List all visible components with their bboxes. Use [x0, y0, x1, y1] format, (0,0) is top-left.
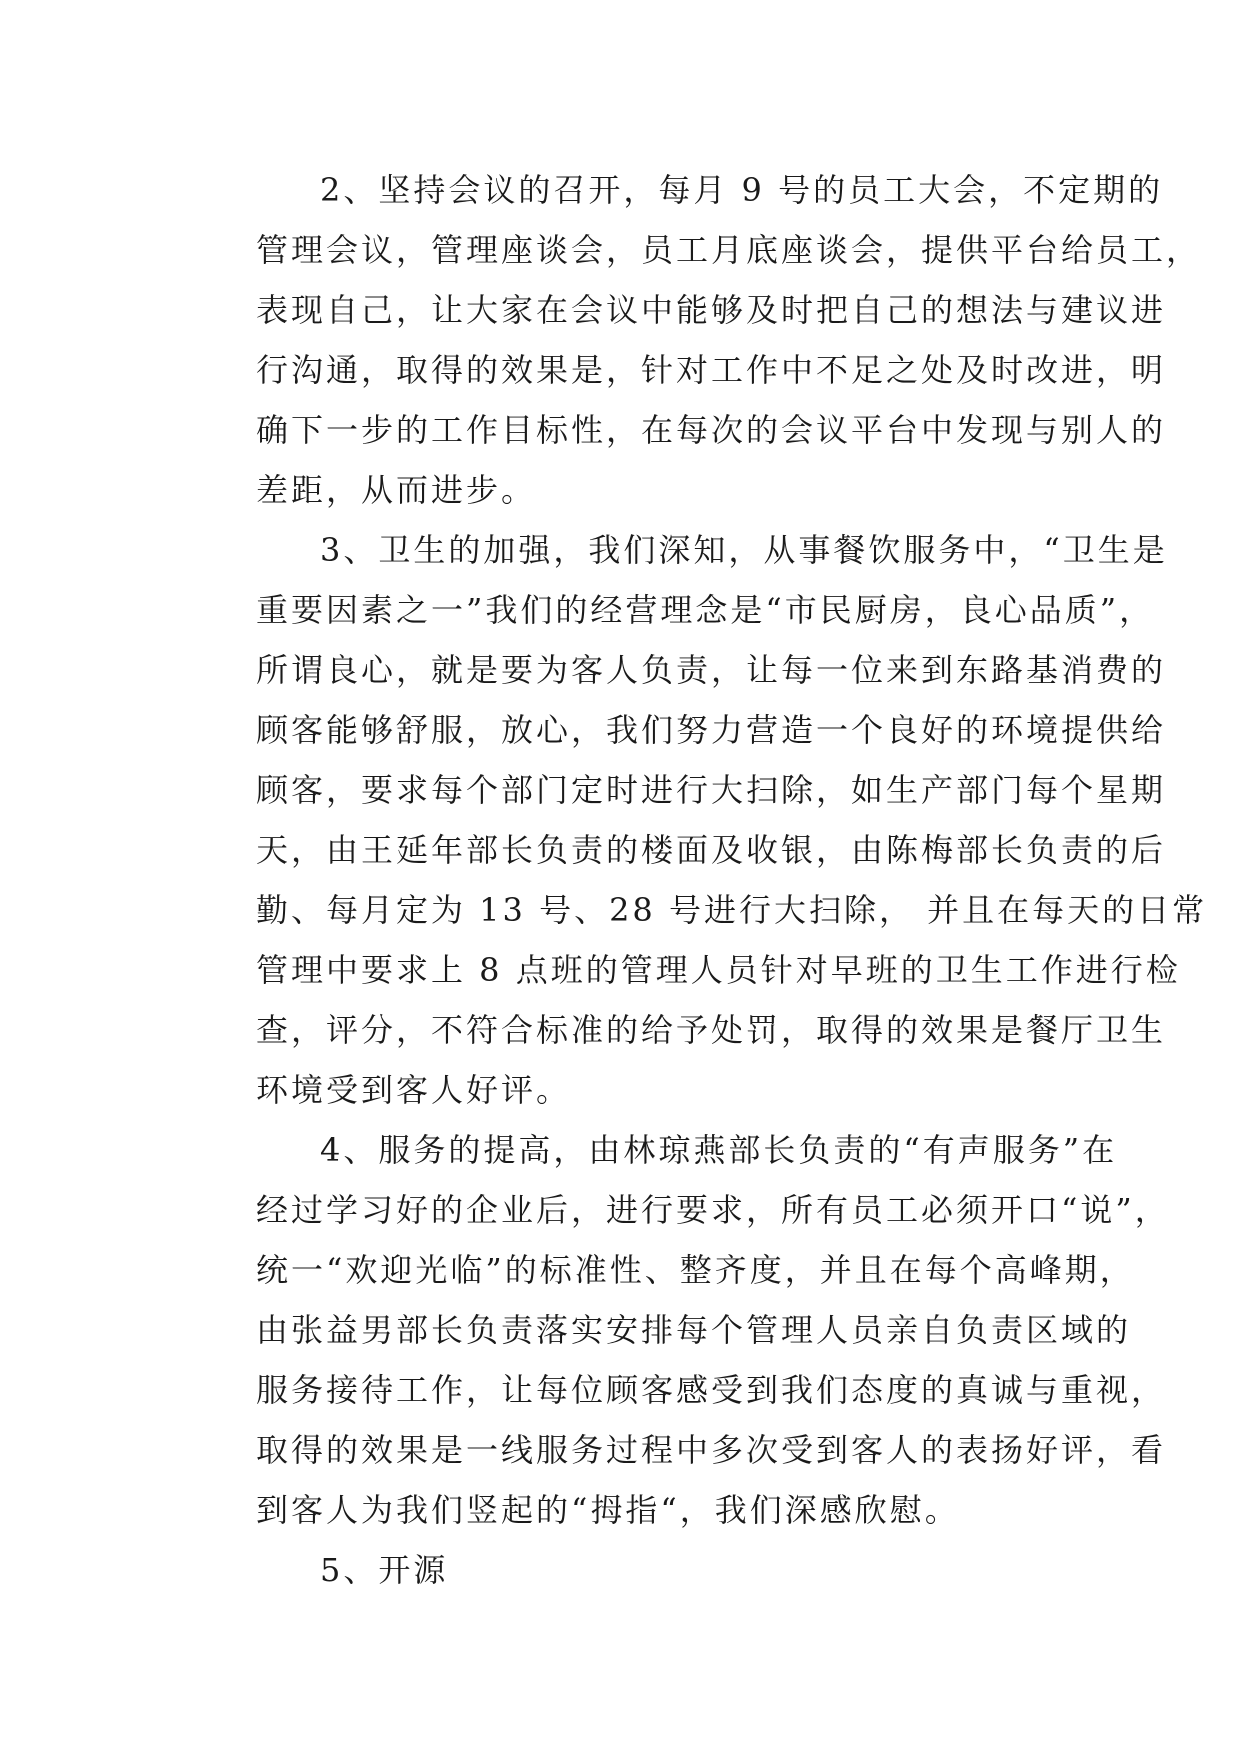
text-line: 天，由王延年部长负责的楼面及收银，由陈梅部长负责的后 — [256, 831, 1167, 869]
text-line: 表现自己，让大家在会议中能够及时把自己的想法与建议进 — [256, 291, 1167, 329]
text-line: 重要因素之一”我们的经营理念是“市民厨房，良心品质”， — [256, 591, 1155, 629]
paragraph-open-source — [192, 1540, 1052, 1600]
text-line: 经过学习好的企业后，进行要求，所有员工必须开口“说”， — [256, 1191, 1170, 1229]
text-line: 管理会议，管理座谈会，员工月底座谈会，提供平台给员工， — [256, 231, 1202, 269]
section-heading: 5、开源 — [320, 1551, 449, 1589]
text-line: 确下一步的工作目标性，在每次的会议平台中发现与别人的 — [256, 411, 1167, 449]
text-line: 3、卫生的加强，我们深知，从事餐饮服务中，“卫生是 — [320, 531, 1168, 569]
paragraph-hygiene — [192, 520, 1208, 1120]
text-line: 4、服务的提高，由林琼燕部长负责的“有声服务”在 — [320, 1131, 1118, 1169]
text-line: 统一“欢迎光临”的标准性、整齐度，并且在每个高峰期， — [256, 1251, 1135, 1289]
text-line: 2、坚持会议的召开，每月 9 号的员工大会，不定期的 — [320, 171, 1164, 209]
paragraph-service — [192, 1120, 1170, 1540]
text-line: 顾客，要求每个部门定时进行大扫除，如生产部门每个星期 — [256, 771, 1167, 809]
text-line: 所谓良心，就是要为客人负责，让每一位来到东路基消费的 — [256, 651, 1167, 689]
text-line: 由张益男部长负责落实安排每个管理人员亲自负责区域的 — [256, 1311, 1132, 1349]
text-line: 顾客能够舒服，放心，我们努力营造一个良好的环境提供给 — [256, 711, 1167, 749]
text-line: 差距，从而进步。 — [256, 471, 537, 509]
text-line: 服务接待工作，让每位顾客感受到我们态度的真诚与重视， — [256, 1371, 1167, 1409]
document-body — [192, 160, 1208, 1600]
text-line: 管理中要求上 8 点班的管理人员针对早班的卫生工作进行检 — [256, 951, 1181, 989]
paragraph-meetings — [192, 160, 1202, 520]
text-line: 取得的效果是一线服务过程中多次受到客人的表扬好评，看 — [256, 1431, 1167, 1469]
text-line: 到客人为我们竖起的“拇指“，我们深感欣慰。 — [256, 1491, 960, 1529]
text-line: 勤、每月定为 13 号、28 号进行大扫除， 并且在每天的日常 — [256, 891, 1208, 929]
text-line: 行沟通，取得的效果是，针对工作中不足之处及时改进，明 — [256, 351, 1167, 389]
text-line: 环境受到客人好评。 — [256, 1071, 572, 1109]
text-line: 查，评分，不符合标准的给予处罚，取得的效果是餐厅卫生 — [256, 1011, 1167, 1049]
